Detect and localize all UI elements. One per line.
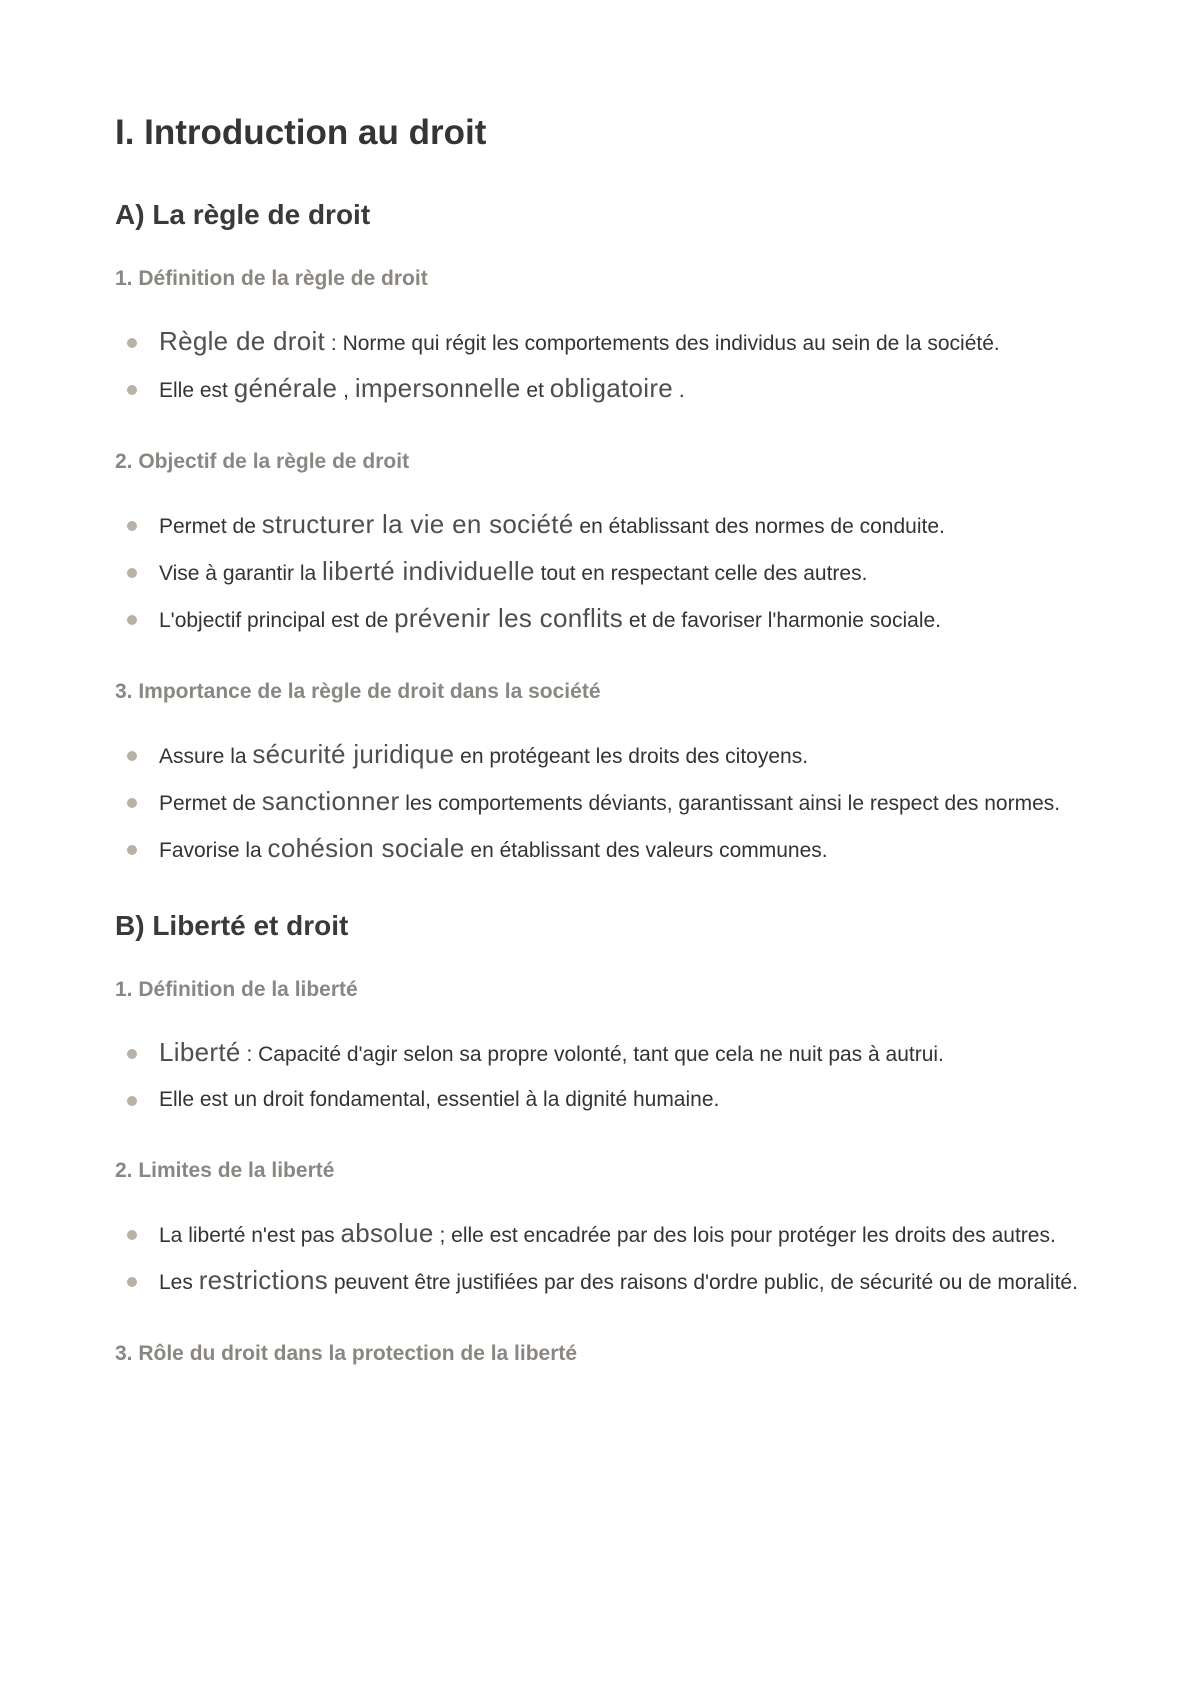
item-text: Vise à garantir la — [159, 561, 323, 585]
list-item — [115, 1083, 1095, 1116]
list-item — [115, 832, 1095, 867]
item-text: Permet de — [159, 792, 262, 816]
keyword: Liberté — [159, 1036, 241, 1067]
bullet-icon — [127, 751, 137, 761]
list-item — [115, 1217, 1095, 1252]
item-text: L'objectif principal est de — [159, 608, 395, 632]
section-b-sub3-heading: 3. Rôle du droit dans la protection de la liberté — [115, 1342, 578, 1366]
document-page — [115, 112, 1095, 1400]
section-b-heading: B) Liberté et droit — [115, 910, 349, 942]
list-item — [115, 508, 1095, 543]
bullet-icon — [127, 1230, 137, 1240]
section-a-sub3-heading: 3. Importance de la règle de droit dans la société — [115, 679, 601, 703]
document-title: I. Introduction au droit — [115, 113, 487, 152]
bullet-icon — [127, 568, 137, 578]
item-text: et — [520, 378, 550, 402]
bullet-icon — [127, 798, 137, 808]
section-a-sub1-heading: 1. Définition de la règle de droit — [115, 266, 428, 290]
keyword: sécurité juridique — [252, 739, 455, 770]
item-text: Les — [159, 1271, 199, 1295]
list-item — [115, 785, 1095, 820]
keyword: restrictions — [198, 1265, 328, 1296]
section-b-sub2-list — [115, 1217, 1095, 1299]
item-text: peuvent être justifiées par des raisons d'ordre public, de sécurité ou de moralité. — [328, 1271, 1078, 1295]
keyword: structurer la vie en société — [261, 508, 574, 539]
section-a-heading: A) La règle de droit — [115, 199, 371, 230]
list-item — [115, 1036, 1095, 1071]
list-item — [115, 1264, 1095, 1299]
item-text: : Norme qui régit les comportements des individus au sein de la société. — [325, 331, 1000, 355]
item-text: tout en respectant celle des autres. — [534, 561, 868, 585]
keyword: Règle de droit — [159, 325, 326, 356]
item-text: les comportements déviants, garantissant ainsi le respect des normes. — [399, 792, 1061, 816]
list-item — [115, 372, 1095, 407]
item-text: Elle est — [159, 378, 234, 402]
bullet-icon — [127, 845, 137, 855]
list-item — [115, 738, 1095, 773]
bullet-icon — [127, 521, 137, 531]
bullet-icon — [127, 1049, 137, 1059]
item-text: et de favoriser l'harmonie sociale. — [623, 608, 941, 632]
item-text: ; elle est encadrée par des lois pour protéger les droits des autres. — [433, 1224, 1056, 1248]
item-text: Favorise la — [159, 839, 268, 863]
list-item — [115, 555, 1095, 590]
keyword: générale — [233, 372, 338, 403]
section-b-sub2-heading: 2. Limites de la liberté — [115, 1158, 335, 1182]
bullet-icon — [127, 1277, 137, 1287]
keyword: cohésion sociale — [267, 833, 465, 864]
keyword: impersonnelle — [354, 372, 521, 403]
item-text: en établissant des valeurs communes. — [464, 839, 828, 863]
keyword: obligatoire — [549, 372, 674, 403]
item-text: : Capacité d'agir selon sa propre volonté, tant que cela ne nuit pas à autrui. — [240, 1042, 944, 1066]
item-text: Elle est un droit fondamental, essentiel à la dignité humaine. — [159, 1087, 720, 1111]
item-text: , — [337, 378, 355, 402]
item-text: Assure la — [159, 745, 253, 769]
section-a-sub2-list — [115, 508, 1095, 637]
section-b-sub1-list — [115, 1036, 1095, 1116]
keyword: sanctionner — [261, 786, 400, 817]
keyword: liberté individuelle — [322, 555, 535, 586]
section-a-sub1-list — [115, 325, 1095, 407]
section-b-sub1-heading: 1. Définition de la liberté — [115, 977, 358, 1001]
item-text: en protégeant les droits des citoyens. — [454, 745, 809, 769]
item-text: en établissant des normes de conduite. — [573, 514, 945, 538]
list-item — [115, 325, 1095, 360]
section-a-sub2-heading: 2. Objectif de la règle de droit — [115, 449, 410, 473]
bullet-icon — [127, 615, 137, 625]
item-text: La liberté n'est pas — [159, 1224, 341, 1248]
bullet-icon — [127, 385, 137, 395]
keyword: absolue — [340, 1218, 434, 1249]
list-item — [115, 602, 1095, 637]
keyword: prévenir les conflits — [394, 602, 623, 633]
item-text: Permet de — [159, 514, 262, 538]
item-text: . — [673, 378, 685, 402]
section-a-sub3-list — [115, 738, 1095, 867]
bullet-icon — [127, 1096, 137, 1106]
bullet-icon — [127, 338, 137, 348]
